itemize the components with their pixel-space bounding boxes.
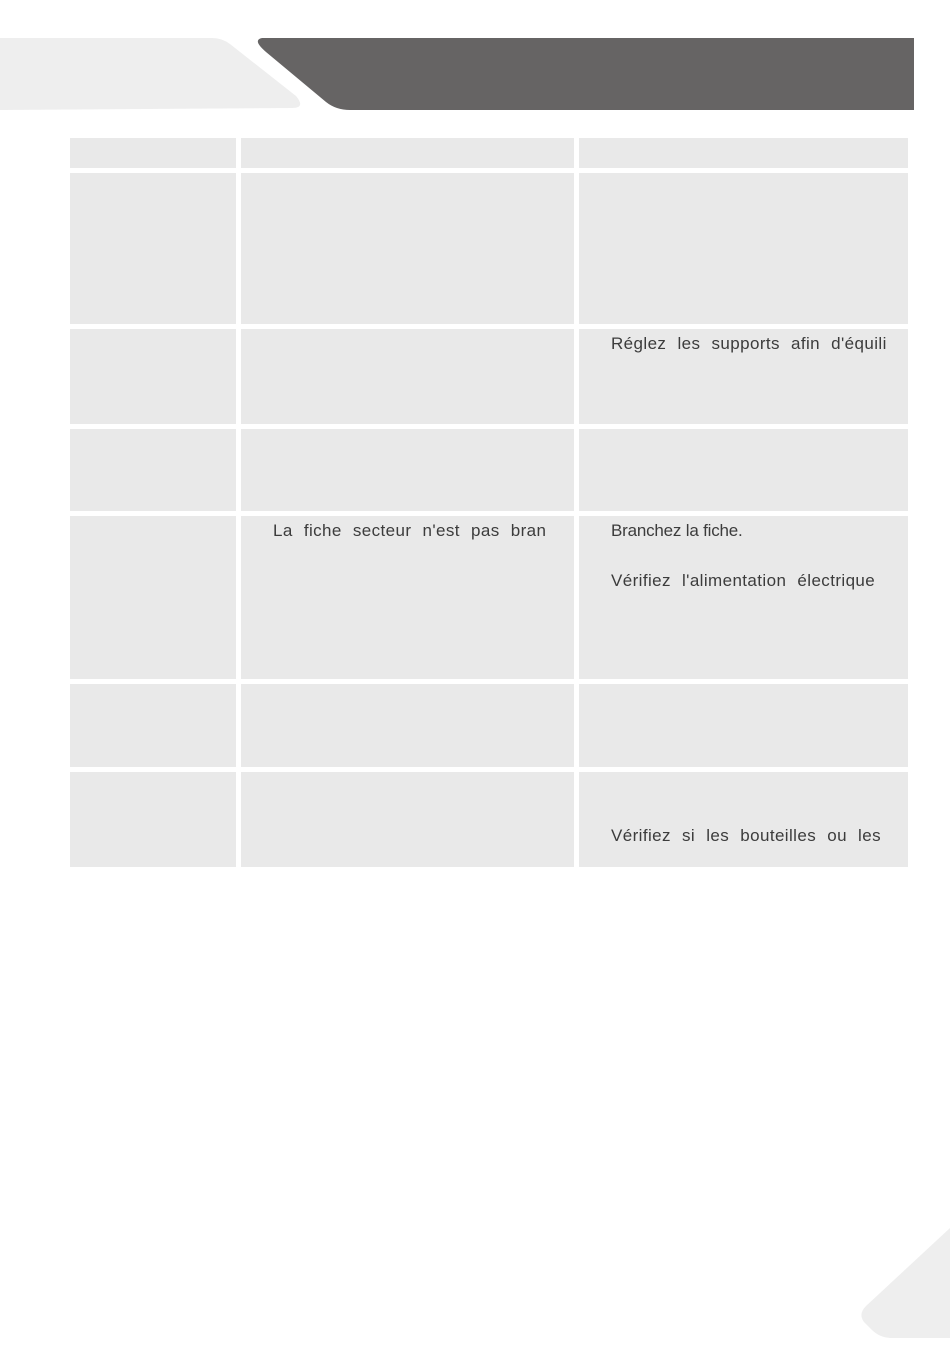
table-cell [70, 173, 236, 324]
header-cell [579, 138, 908, 168]
solution-text: Vérifiez si les bouteilles ou les [611, 826, 881, 845]
solution-text: Branchez la fiche. [611, 521, 743, 540]
cause-text: La fiche secteur n'est pas bran [273, 521, 547, 540]
table-cell [70, 684, 236, 767]
solution-cell [579, 772, 908, 867]
solution-text: Vérifiez l'alimentation électrique [611, 571, 876, 590]
table-cell [70, 429, 236, 511]
header-light-tab [0, 38, 300, 110]
cause-cell [241, 516, 574, 679]
table-cell [579, 684, 908, 767]
table-cell [241, 429, 574, 511]
table-cell [70, 772, 236, 867]
page-corner-tab [860, 1228, 950, 1348]
troubleshooting-table [70, 138, 908, 867]
solution-cell [579, 516, 908, 679]
header-cell [70, 138, 236, 168]
table-cell [241, 772, 574, 867]
solution-text: Réglez les supports afin d'équili [611, 334, 887, 353]
header-dark-bar [258, 38, 914, 110]
header-banner [0, 0, 950, 120]
table-cell [241, 684, 574, 767]
table-cell [70, 329, 236, 424]
table-cell [579, 429, 908, 511]
table-cell [579, 173, 908, 324]
solution-cell [579, 329, 908, 424]
table-cell [70, 516, 236, 679]
table-cell [241, 329, 574, 424]
header-cell [241, 138, 574, 168]
table-cell [241, 173, 574, 324]
